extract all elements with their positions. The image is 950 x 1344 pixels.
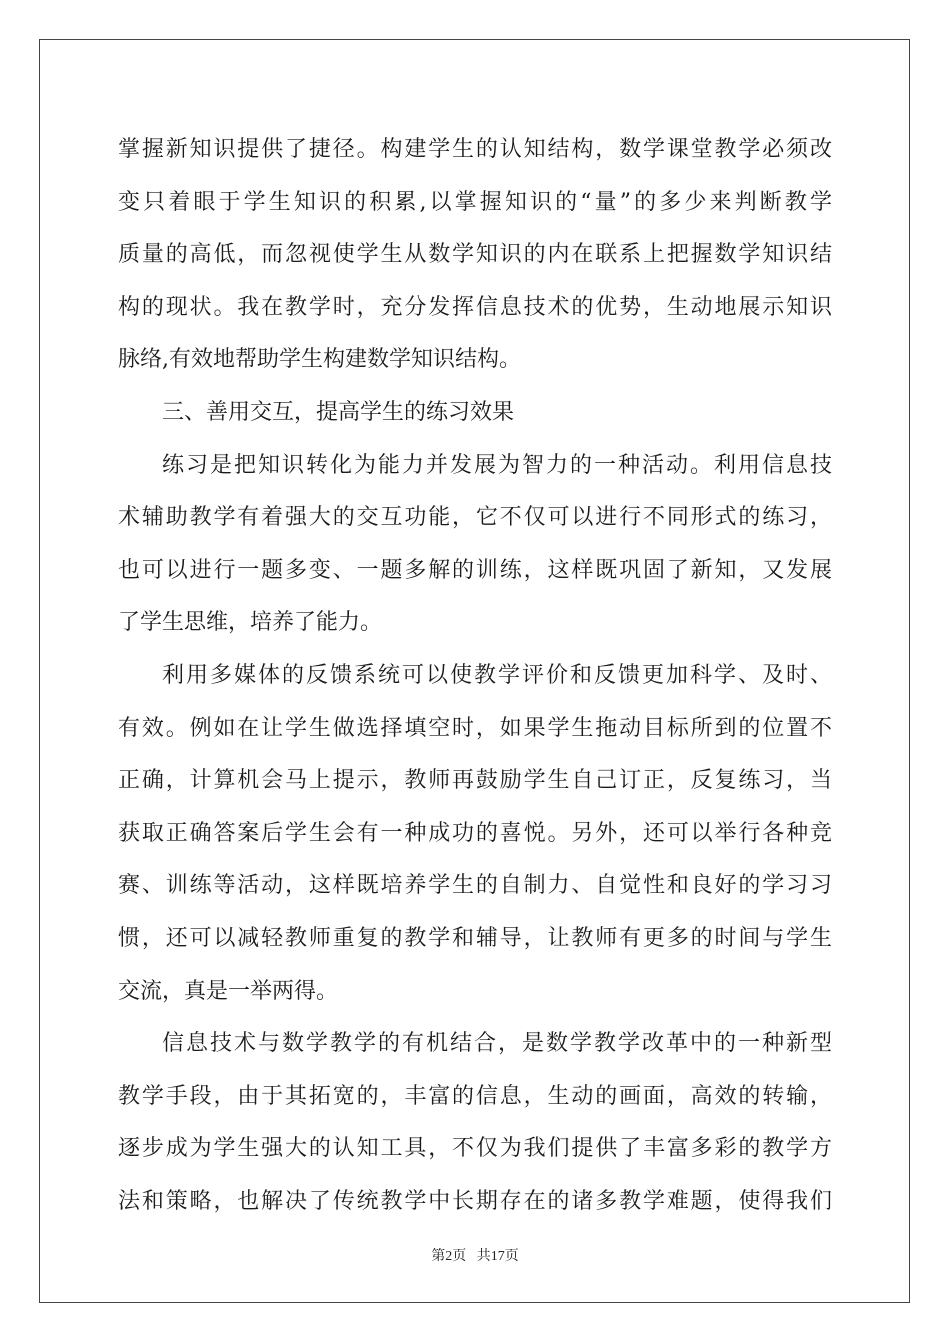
text-line: 练习是把知识转化为能力并发展为智力的一种活动。利用信息技 [162,452,832,478]
page-total: 共17页 [476,1249,519,1264]
text-line: 赛、训练等活动，这样既培养学生的自制力、自觉性和良好的学习习 [118,873,832,899]
text-line: 交流，真是一举两得。 [118,978,339,1004]
text-line: 变只着眼于学生知识的积累,以掌握知识的“量”的多少来判断教学 [118,189,832,215]
text-line: 正确，计算机会马上提示，教师再鼓励学生自己订正，反复练习，当 [118,768,832,794]
text-line: 法和策略，也解决了传统教学中长期存在的诸多教学难题，使得我们 [118,1188,832,1214]
text-line: 三、善用交互，提高学生的练习效果 [162,399,515,425]
text-line: 了学生思维，培养了能力。 [118,610,383,636]
text-line: 掌握新知识提供了捷径。构建学生的认知结构，数学课堂教学必须改 [118,137,832,162]
text-line: 信息技术与数学教学的有机结合，是数学教学改革中的一种新型 [162,1031,832,1057]
text-line: 脉络,有效地帮助学生构建数学知识结构。 [118,347,521,373]
page-number: 第2页 [431,1249,467,1264]
text-line: 获取正确答案后学生会有一种成功的喜悦。另外，还可以举行各种竞 [118,820,832,846]
text-line: 也可以进行一题多变、一题多解的训练，这样既巩固了新知，又发展 [118,557,832,583]
text-line: 逐步成为学生强大的认知工具，不仅为我们提供了丰富多彩的教学方 [118,1136,832,1162]
page-footer [0,1245,950,1265]
text-line: 教学手段，由于其拓宽的，丰富的信息，生动的画面，高效的转输， [118,1083,832,1109]
text-line: 术辅助教学有着强大的交互功能，它不仅可以进行不同形式的练习， [118,505,832,531]
text-line: 质量的高低，而忽视使学生从数学知识的内在联系上把握数学知识结 [118,242,832,268]
text-line: 惯，还可以减轻教师重复的教学和辅导，让教师有更多的时间与学生 [118,925,832,951]
text-line: 有效。例如在让学生做选择填空时，如果学生拖动目标所到的位置不 [118,715,832,741]
text-line: 利用多媒体的反馈系统可以使教学评价和反馈更加科学、及时、 [162,662,832,688]
document-body [118,124,832,1228]
text-line: 构的现状。我在教学时，充分发挥信息技术的优势，生动地展示知识 [118,294,832,320]
footer-spacer [466,1249,477,1264]
